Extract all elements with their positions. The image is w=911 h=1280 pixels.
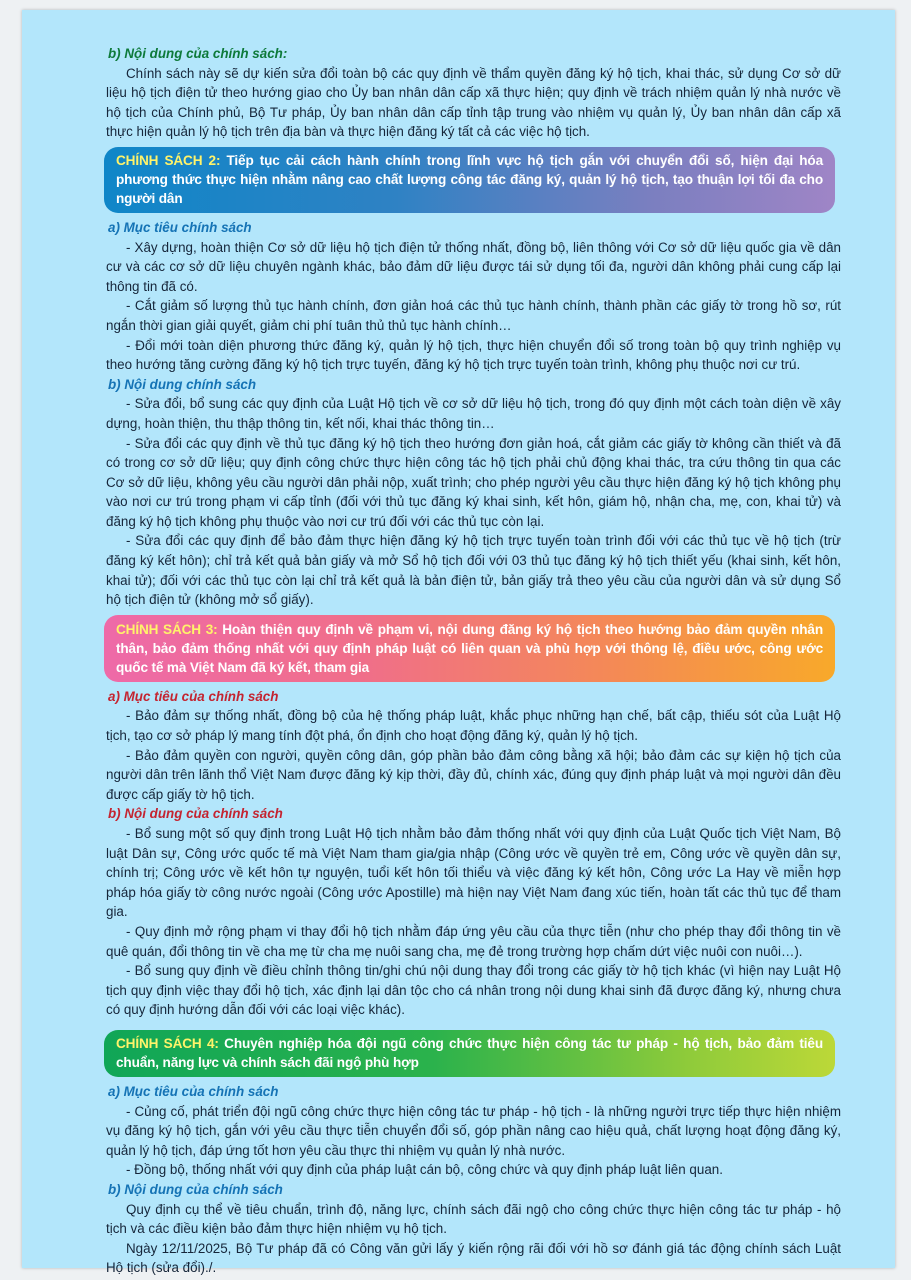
policy-2-content-item: - Sửa đổi, bổ sung các quy định của Luật Hộ tịch về cơ sở dữ liệu hộ tịch, trong đó quy định một cách toàn diện về xây dựng, hoàn thiện, thu thập thông tin, kết nối, khai thác thông tin… [106, 396, 841, 431]
policy-4-label: CHÍNH SÁCH 4: [116, 1035, 219, 1051]
policy-2-goal-item: - Cắt giảm số lượng thủ tục hành chính, đơn giản hoá các thủ tục hành chính, thành phần các giấy tờ trong hồ sơ, rút ngắn thời gian giải quyết, giảm chi phí tuân thủ thủ tục hành chính… [106, 298, 841, 333]
policy-2-banner [104, 147, 835, 213]
intro-paragraph: Chính sách này sẽ dự kiến sửa đổi toàn bộ các quy định về thẩm quyền đăng ký hộ tịch, khai thác, sử dụng Cơ sở dữ liệu hộ tịch điện tử theo hướng giao cho Ủy ban nhân dân cấp xã thực hiện; quy định về trách nhiệm quản lý nhà nước về hộ tịch của Chính phủ, Bộ Tư pháp, Ủy ban nhân dân cấp tỉnh tập trung vào nhiệm vụ quản lý, Ủy ban nhân dân cấp xã thực hiện quản lý hộ tịch trên địa bàn và thực hiện đăng ký tất cả các việc hộ tịch. [106, 65, 841, 140]
policy-3-goal-heading: a) Mục tiêu của chính sách [108, 688, 279, 704]
policy-2-content-item: - Sửa đổi các quy định về thủ tục đăng ký hộ tịch theo hướng đơn giản hoá, cắt giảm các giấy tờ không cần thiết và đã có trong cơ sở dữ liệu; quy định công chức thực hiện công tác hộ tịch phải chủ động khai thác, tra cứu thông tin qua các Cơ sở dữ liệu, không yêu cầu người dân phải nộp, xuất trình; cho phép người yêu cầu thực hiện đăng ký hộ tịch không phụ vào nơi cư trú trong phạm vi cấp tỉnh (đối với thủ tục đăng ký khai sinh, kết hôn, giám hộ, nhận cha, mẹ, con, khai tử) và đăng ký hộ tịch không phụ thuộc vào nơi cư trú đối với các thủ tục còn lại. [106, 435, 841, 529]
policy-4-banner [104, 1030, 835, 1077]
intro-heading: b) Nội dung của chính sách: [108, 46, 288, 61]
closing-note: Ngày 12/11/2025, Bộ Tư pháp đã có Công văn gửi lấy ý kiến rộng rãi đối với hồ sơ đánh giá tác động chính sách Luật Hộ tịch (sửa đổi)./. [106, 1240, 841, 1276]
policy-2-content-heading: b) Nội dung chính sách [108, 376, 257, 392]
policy-3-label: CHÍNH SÁCH 3: [116, 621, 218, 637]
policy-4-goal-heading: a) Mục tiêu của chính sách [108, 1083, 279, 1099]
policy-3-content-item: - Bổ sung quy định về điều chỉnh thông tin/ghi chú nội dung thay đổi trong các giấy tờ hộ tịch khác (vì hiện nay Luật Hộ tịch quy định việc thay đổi hộ tịch, xác định lại dân tộc cho cá nhân trong nội dung khai sinh đã được đăng ký, nhưng chưa có quy định hướng dẫn đối với các loại việc khác). [106, 963, 841, 1018]
policy-4-goal-item: - Đồng bộ, thống nhất với quy định của pháp luật cán bộ, công chức và quy định pháp luật liên quan. [126, 1162, 723, 1178]
policy-4-title: Chuyên nghiệp hóa đội ngũ công chức thực hiện công tác tư pháp - hộ tịch, bảo đảm tiêu chuẩn, năng lực và chính sách đãi ngộ phù hợp [116, 1035, 823, 1070]
policy-2-content-item: - Sửa đổi các quy định để bảo đảm thực hiện đăng ký hộ tịch trực tuyến toàn trình đối với các thủ tục về hộ tịch (trừ đăng ký kết hôn); chỉ trả kết quả bản giấy và mở Sổ hộ tịch đối với 03 thủ tục đăng ký hộ tịch thiết yếu (khai sinh, kết hôn, khai tử); đối với các thủ tục còn lại chỉ trả kết quả là bản điện tử, bản giấy trả theo yêu cầu của người dân và sử dụng Sổ hộ tịch điện tử (không mở sổ giấy). [106, 533, 841, 608]
policy-3-title: Hoàn thiện quy định về phạm vi, nội dung đăng ký hộ tịch theo hướng bảo đảm quyền nhân thân, bảo đảm thống nhất với quy định pháp luật có liên quan và phù hợp với thông lệ, điều ước, công ước quốc tế mà Việt Nam đã ký kết, tham gia [116, 621, 823, 675]
policy-3-goal-item: - Bảo đảm quyền con người, quyền công dân, góp phần bảo đảm công bằng xã hội; bảo đảm các sự kiện hộ tịch của người dân trên lãnh thổ Việt Nam được đăng ký kịp thời, đầy đủ, chính xác, đúng quy định pháp luật và mọi người dân đều được cấp giấy tờ hộ tịch. [106, 747, 841, 802]
policy-3-goal-item: - Bảo đảm sự thống nhất, đồng bộ của hệ thống pháp luật, khắc phục những hạn chế, bất cập, thiếu sót của Luật Hộ tịch, tạo cơ sở pháp lý mang tính đột phá, ổn định cho hoạt động đăng ký, quản lý hộ tịch. [106, 708, 841, 744]
policy-2-label: CHÍNH SÁCH 2: [116, 152, 221, 168]
policy-2-goal-item: - Xây dựng, hoàn thiện Cơ sở dữ liệu hộ tịch điện tử thống nhất, đồng bộ, liên thông với Cơ sở dữ liệu quốc gia về dân cư và các cơ sở dữ liệu chuyên ngành khác, bảo đảm dữ liệu được tái sử dụng tối đa, người dân không phải cung cấp lại thông tin đã có. [106, 239, 841, 294]
policy-4-content-heading: b) Nội dung của chính sách [108, 1181, 283, 1197]
policy-3-content-heading: b) Nội dung của chính sách [108, 806, 283, 822]
policy-3-content-item: - Quy định mở rộng phạm vi thay đổi hộ tịch nhằm đáp ứng yêu cầu của thực tiễn (như cho phép thay đổi thông tin về quê quán, đổi thông tin về cha mẹ từ cha mẹ nuôi sang cha, mẹ đẻ trong trường hợp chấm dứt việc nuôi con nuôi…). [106, 923, 841, 959]
policy-4-goal-item: - Củng cố, phát triển đội ngũ công chức thực hiện công tác tư pháp - hộ tịch - là những người trực tiếp thực hiện nhiệm vụ đăng ký hộ tịch, gắn với yêu cầu thực tiễn chuyển đổi số, góp phần nâng cao hiệu quả, chất lượng hoạt động đăng ký, quản lý hộ tịch, đáp ứng tốt hơn yêu cầu thực thi nhiệm vụ quản lý nhà nước. [106, 1103, 841, 1158]
policy-3-banner [104, 615, 835, 682]
document-page [22, 10, 895, 1276]
policy-3-content-item: - Bổ sung một số quy định trong Luật Hộ tịch nhằm bảo đảm thống nhất với quy định của Luật Quốc tịch Việt Nam, Bộ luật Dân sự, Công ước quốc tế mà Việt Nam tham gia/gia nhập (Công ước về quyền trẻ em, Công ước về quyền dân sự, chính trị; Công ước về kết hôn tự nguyện, tuổi kết hôn tối thiểu và việc đăng ký kết hôn, Công ước La Hay về miễn hợp pháp hóa giấy tờ công nước ngoài (Công ước Apostille) mà hiện nay Việt Nam đang xúc tiến, hoàn tất các thủ tục để tham gia. [106, 826, 841, 920]
policy-2-goal-item: - Đổi mới toàn diện phương thức đăng ký, quản lý hộ tịch, thực hiện chuyển đổi số trong toàn bộ quy trình nghiệp vụ theo hướng tăng cường đăng ký hộ tịch trực tuyến, đăng ký hộ tịch trực tuyến toàn trình, không phụ thuộc nơi cư trú. [106, 337, 841, 373]
policy-4-content-item: Quy định cụ thể về tiêu chuẩn, trình độ, năng lực, chính sách đãi ngộ cho công chức thực hiện công tác tư pháp - hộ tịch và các điều kiện bảo đảm thực hiện nhiệm vụ hộ tịch. [106, 1201, 841, 1237]
policy-2-goal-heading: a) Mục tiêu chính sách [108, 219, 252, 235]
policy-2-title: Tiếp tục cải cách hành chính trong lĩnh vực hộ tịch gắn với chuyển đổi số, hiện đại hóa phương thức thực hiện nhằm nâng cao chất lượng công tác đăng ký, quản lý hộ tịch, tạo thuận lợi tối đa cho người dân [116, 152, 823, 206]
